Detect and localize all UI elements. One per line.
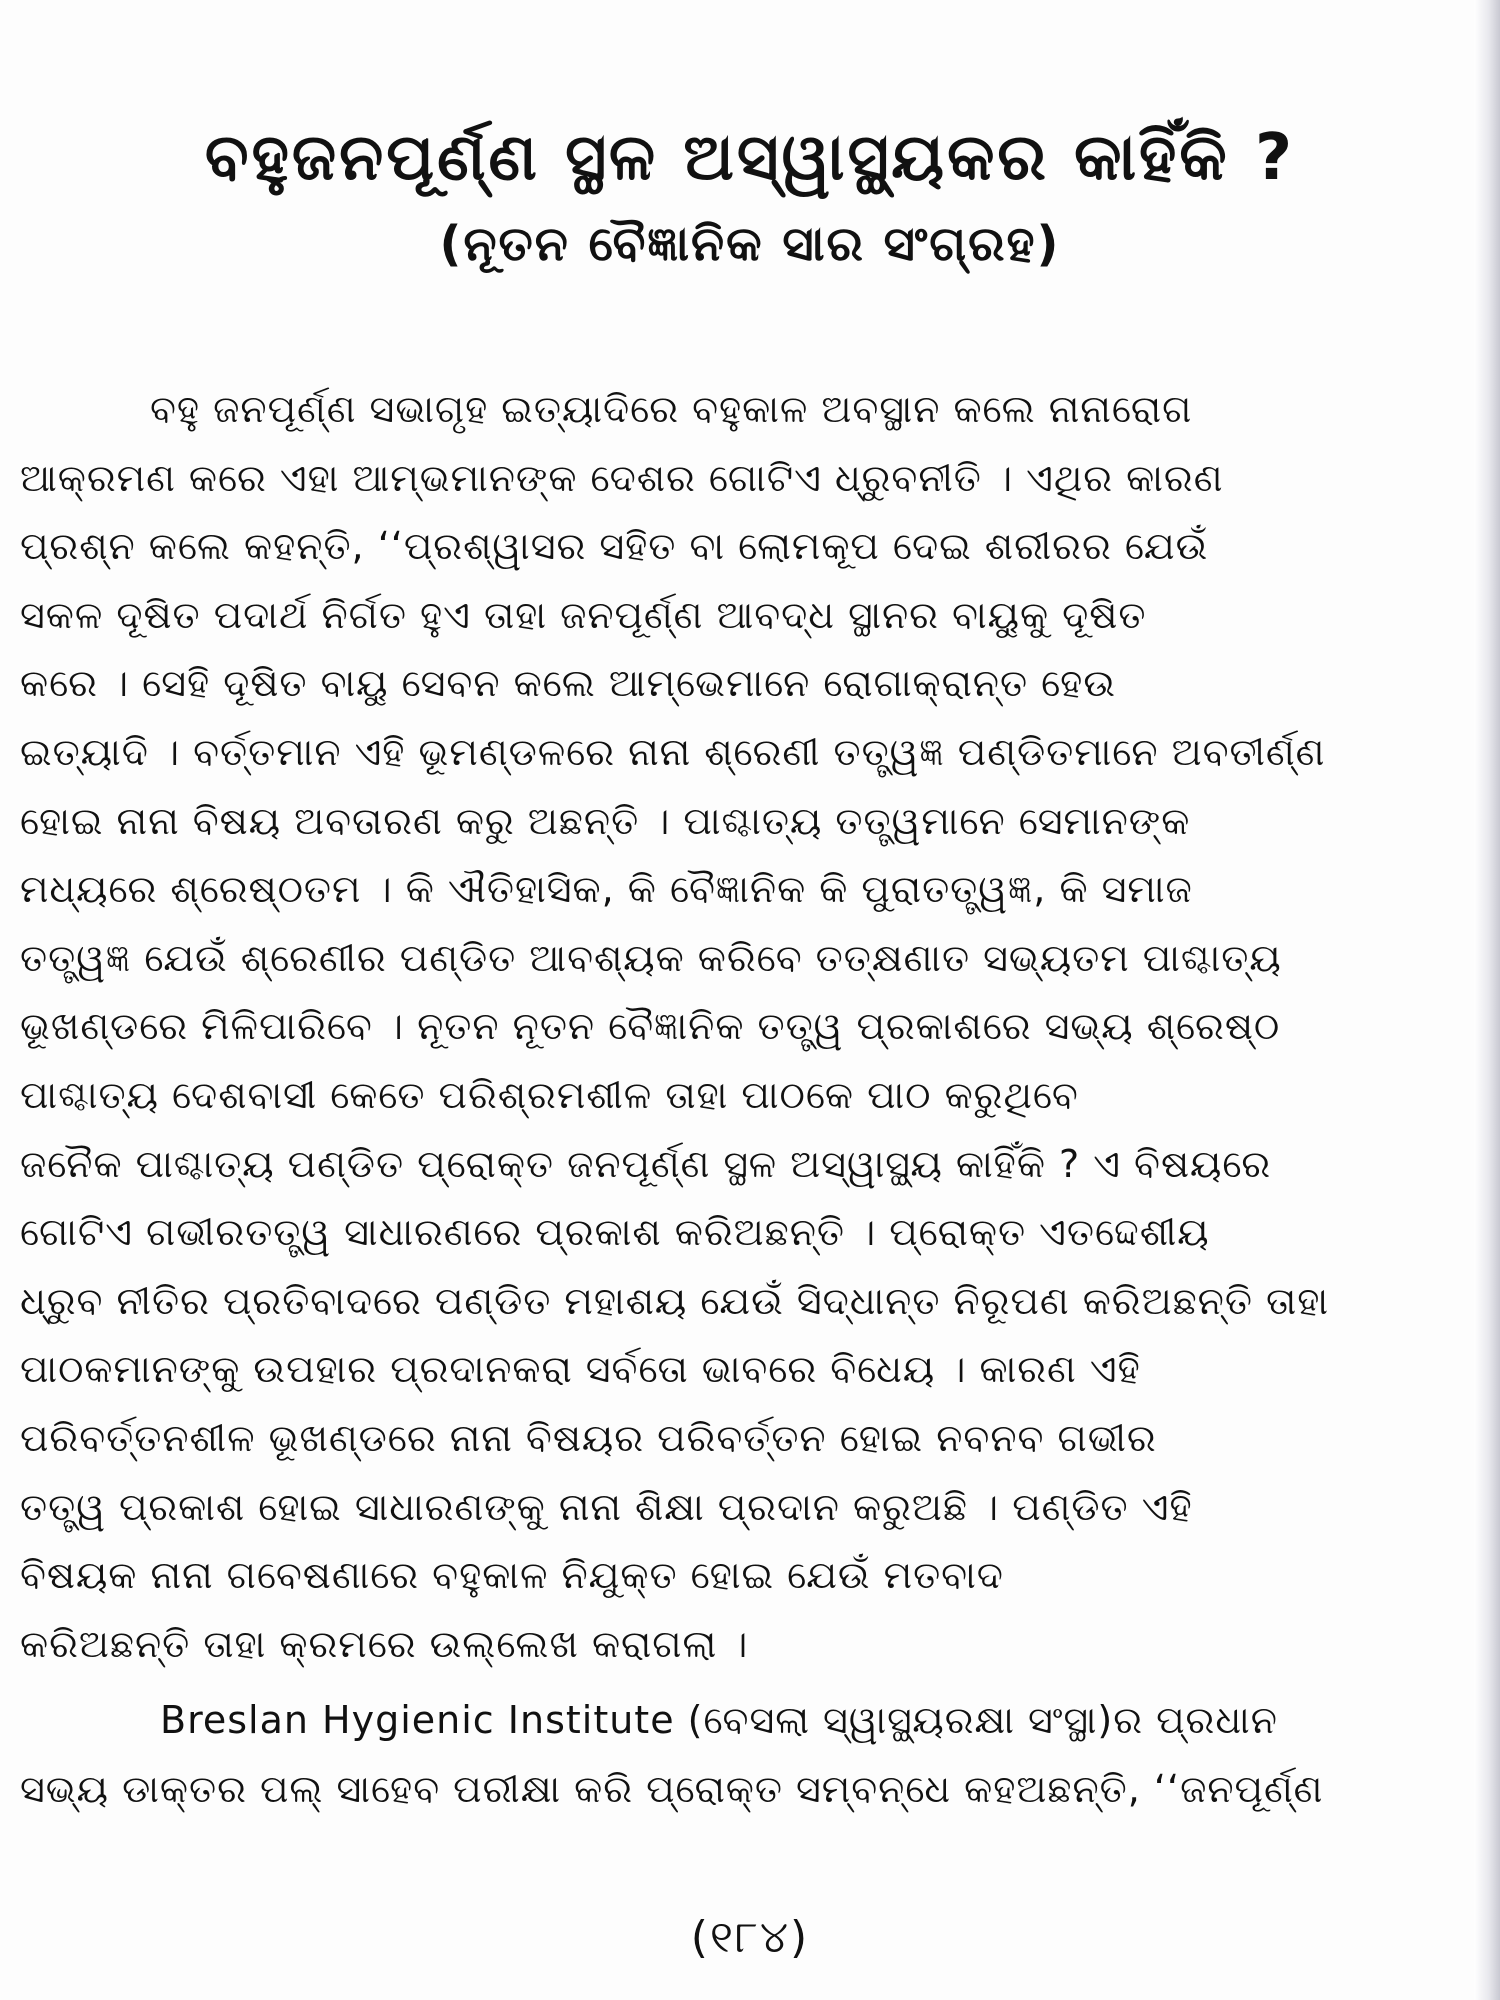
body-line: Breslan Hygienic Institute (ବେସଲା ସ୍ୱାସ୍ଥ୍ୟରକ୍ଷା ସଂସ୍ଥା)ର ପ୍ରଧାନ xyxy=(160,1698,1278,1743)
body-line: ଭୂଖଣ୍ଡରେ ମିଳିପାରିବେ । ନୂତନ ନୂତନ ବୈଜ୍ଞାନିକ ତତ୍ତ୍ୱ ପ୍ରକାଶରେ ସଭ୍ୟ ଶ୍ରେଷ୍ଠ xyxy=(20,1004,1281,1049)
body-line: ଗୋଟିଏ ଗଭୀରତତ୍ତ୍ୱ ସାଧାରଣରେ ପ୍ରକାଶ କରିଅଛନ୍ତି । ପ୍ରୋକ୍ତ ଏତଦ୍ଦେଶୀୟ xyxy=(20,1210,1210,1255)
body-line: କରେ । ସେହି ଦୂଷିତ ବାୟୁ ସେବନ କଲେ ଆମ୍ଭେମାନେ ରୋଗାକ୍ରାନ୍ତ ହେଉ xyxy=(20,661,1116,706)
body-line: ମଧ୍ୟରେ ଶ୍ରେଷ୍ଠତମ । କି ଐତିହାସିକ, କି ବୈଜ୍ଞାନିକ କି ପୁରାତତ୍ତ୍ୱଜ୍ଞ, କି ସମାଜ xyxy=(20,867,1193,912)
body-line: ଇତ୍ୟାଦି । ବର୍ତ୍ତମାନ ଏହି ଭୂମଣ୍ଡଳରେ ନାନା ଶ୍ରେଣୀ ତତ୍ତ୍ୱଜ୍ଞ ପଣ୍ଡିତମାନେ ଅବତୀର୍ଣ୍ଣ xyxy=(20,729,1326,774)
body-line: ବିଷୟକ ନାନା ଗବେଷଣାରେ ବହୁକାଳ ନିଯୁକ୍ତ ହୋଇ ଯେଉଁ ମତବାଦ xyxy=(20,1553,1004,1598)
body-line: ତତ୍ତ୍ୱଜ୍ଞ ଯେଉଁ ଶ୍ରେଣୀର ପଣ୍ଡିତ ଆବଶ୍ୟକ କରିବେ ତତ୍‌କ୍ଷଣାତ ସଭ୍ୟତମ ପାଶ୍ଚାତ୍ୟ xyxy=(20,935,1282,980)
body-line: ସଭ୍ୟ ଡାକ୍ତର ପଲ୍ ସାହେବ ପରୀକ୍ଷା କରି ପ୍ରୋକ୍ତ ସମ୍ବନ୍ଧେ କହଅଛନ୍ତି, ‘‘ଜନପୂର୍ଣ୍ଣ xyxy=(20,1766,1324,1811)
body-line: ପରିବର୍ତ୍ତନଶୀଳ ଭୂଖଣ୍ଡରେ ନାନା ବିଷୟର ପରିବର୍ତ୍ତନ ହୋଇ ନବନବ ଗଭୀର xyxy=(20,1415,1157,1460)
body-line: ବହୁ ଜନପୂର୍ଣ୍ଣ ସଭାଗୃହ ଇତ୍ୟାଦିରେ ବହୁକାଳ ଅବସ୍ଥାନ କଲେ ନାନାରୋଗ xyxy=(150,387,1193,431)
body-line: ଧ୍ରୁବ ନୀତିର ପ୍ରତିବାଦରେ ପଣ୍ଡିତ ମହାଶୟ ଯେଉଁ ସିଦ୍ଧାନ୍ତ ନିରୂପଣ କରିଅଛନ୍ତି ତାହା xyxy=(20,1278,1330,1323)
body-line: କରିଅଛନ୍ତି ତାହା କ୍ରମରେ ଉଲ୍ଲେଖ କରାଗଲା । xyxy=(20,1621,749,1666)
body-line: ସକଳ ଦୂଷିତ ପଦାର୍ଥ ନିର୍ଗତ ହୁଏ ତାହା ଜନପୂର୍ଣ୍ଣ ଆବଦ୍ଧ ସ୍ଥାନର ବାୟୁକୁ ଦୂଷିତ xyxy=(20,592,1147,637)
page-number: (୧୮୪) xyxy=(690,1912,810,1963)
page-title: ବହୁଜନପୂର୍ଣ୍ଣ ସ୍ଥଳ ଅସ୍ୱାସ୍ଥ୍ୟକର କାହିଁକି ? xyxy=(204,121,1296,195)
page-edge-shadow xyxy=(1474,0,1500,2000)
body-line: ପ୍ରଶ୍ନ କଲେ କହନ୍ତି, ‘‘ପ୍ରଶ୍ୱାସର ସହିତ ବା ଲୋମକୂପ ଦେଇ ଶରୀରର ଯେଉଁ xyxy=(20,524,1209,569)
body-line: ପାଠକମାନଙ୍କୁ ଉପହାର ପ୍ରଦାନକରା ସର୍ବତୋ ଭାବରେ ବିଧେୟ । କାରଣ ଏହି xyxy=(20,1347,1141,1392)
body-line: ଜନୈକ ପାଶ୍ଚାତ୍ୟ ପଣ୍ଡିତ ପ୍ରୋକ୍ତ ଜନପୂର୍ଣ୍ଣ ସ୍ଥଳ ଅସ୍ୱାସ୍ଥ୍ୟ କାହିଁକି ? ଏ ବିଷୟରେ xyxy=(20,1141,1272,1186)
page-subtitle: (ନୂତନ ବୈଜ୍ଞାନିକ ସାର ସଂଗ୍ରହ) xyxy=(439,216,1061,272)
body-line: ହୋଇ ନାନା ବିଷୟ ଅବତାରଣ କରୁ ଅଛନ୍ତି । ପାଶ୍ଚାତ୍ୟ ତତ୍ତ୍ୱମାନେ ସେମାନଙ୍କ xyxy=(20,798,1191,843)
body-line: ଆକ୍ରମଣ କରେ ଏହା ଆମ୍ଭମାନଙ୍କ ଦେଶର ଗୋଟିଏ ଧ୍ରୁବନୀତି । ଏଥିର କାରଣ xyxy=(20,455,1224,500)
body-line: ପାଶ୍ଚାତ୍ୟ ଦେଶବାସୀ କେତେ ପରିଶ୍ରମଶୀଳ ତାହା ପାଠକେ ପାଠ କରୁଥିବେ xyxy=(20,1072,1079,1117)
body-line: ତତ୍ତ୍ୱ ପ୍ରକାଶ ହୋଇ ସାଧାରଣଙ୍କୁ ନାନା ଶିକ୍ଷା ପ୍ରଦାନ କରୁଅଛି । ପଣ୍ଡିତ ଏହି xyxy=(20,1484,1193,1529)
body-text xyxy=(20,375,1460,1823)
